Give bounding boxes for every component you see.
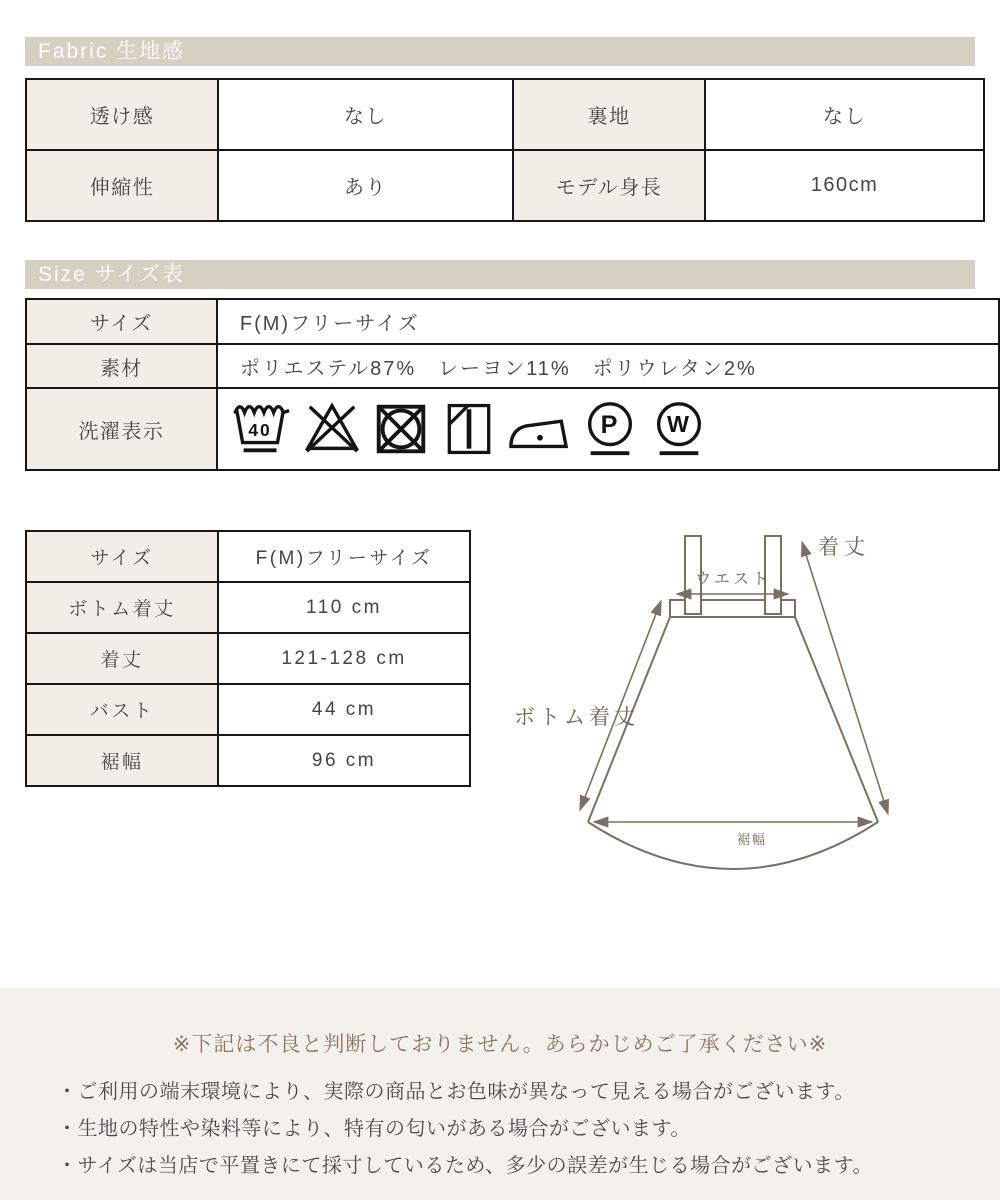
table-row [26,79,984,150]
svg-text:W: W [666,410,691,437]
no-tumble-dry-icon [370,398,432,460]
bottom-length-label: ボトム着丈 [514,706,639,729]
meas-label-length: 着丈 [26,633,218,684]
hem-width-label: 裾幅 [736,832,768,847]
table-row [26,388,999,470]
length-label: 着丈 [818,536,870,559]
waist-label: ウエスト [694,571,772,588]
size-label: サイズ [26,299,217,344]
table-row [26,633,470,684]
material-value: ポリエステル87% レーヨン11% ポリウレタン2% [217,344,999,388]
meas-label-bust: バスト [26,684,218,735]
fabric-section-title: Fabric 生地感 [38,40,186,63]
disclaimer-title: ※下記は不良と判断しておりません。あらかじめご了承ください※ [172,1033,828,1056]
fabric-value-lining: なし [705,79,984,150]
table-row [26,531,470,582]
fabric-table [25,78,985,222]
disclaimer-list [0,1074,1000,1185]
shade-line-dry-icon [439,398,499,460]
disclaimer-item: ・生地の特性や染料等により、特有の匂いがある場合がございます。 [57,1118,691,1140]
dry-clean-p-gentle-icon [579,398,641,460]
fabric-value-sheerness: なし [218,79,513,150]
laundry-symbols-row [218,398,998,460]
disclaimer-box [0,988,1000,1200]
wet-clean-w-gentle-icon [648,398,710,460]
table-row [26,299,999,344]
length-arrow [802,542,888,814]
table-row [26,150,984,221]
skirt-hem-curve [588,822,878,869]
fabric-label-model-height: モデル身長 [513,150,705,221]
meas-value-bust: 44 cm [218,684,470,735]
fabric-label-lining: 裏地 [513,79,705,150]
meas-label-hem-width: 裾幅 [26,735,218,786]
svg-text:P: P [600,410,620,439]
iron-low-heat-icon [506,398,572,460]
fabric-label-stretch: 伸縮性 [26,150,218,221]
skirt-right-edge [795,617,878,822]
care-symbols-cell [217,388,999,470]
size-section-header [25,260,975,289]
meas-label-bottom-length: ボトム着丈 [26,582,218,633]
size-info-table [25,298,1000,471]
fabric-label-sheerness: 透け感 [26,79,218,150]
wash-40-gentle-icon [230,398,294,460]
size-section-title: Size サイズ表 [38,263,186,286]
measurements-table [25,530,471,787]
disclaimer-item: ・ご利用の端末環境により、実際の商品とお色味が異なって見える場合がございます。 [57,1081,855,1103]
table-row [26,344,999,388]
material-label: 素材 [26,344,217,388]
fabric-section-header [25,37,975,66]
meas-value-size: F(M)フリーサイズ [218,531,470,582]
disclaimer-item: ・サイズは当店で平置きにて採寸しているため、多少の誤差が生じる場合がございます。 [57,1155,873,1177]
table-row [26,582,470,633]
garment-measurement-diagram [500,520,1000,885]
table-row [26,684,470,735]
no-bleach-icon [301,398,363,460]
meas-value-bottom-length: 110 cm [218,582,470,633]
fabric-value-model-height: 160cm [705,150,984,221]
meas-value-hem-width: 96 cm [218,735,470,786]
svg-text:40: 40 [248,419,272,440]
meas-label-size: サイズ [26,531,218,582]
fabric-value-stretch: あり [218,150,513,221]
size-value: F(M)フリーサイズ [217,299,999,344]
table-row [26,735,470,786]
care-label: 洗濯表示 [26,388,217,470]
meas-value-length: 121-128 cm [218,633,470,684]
